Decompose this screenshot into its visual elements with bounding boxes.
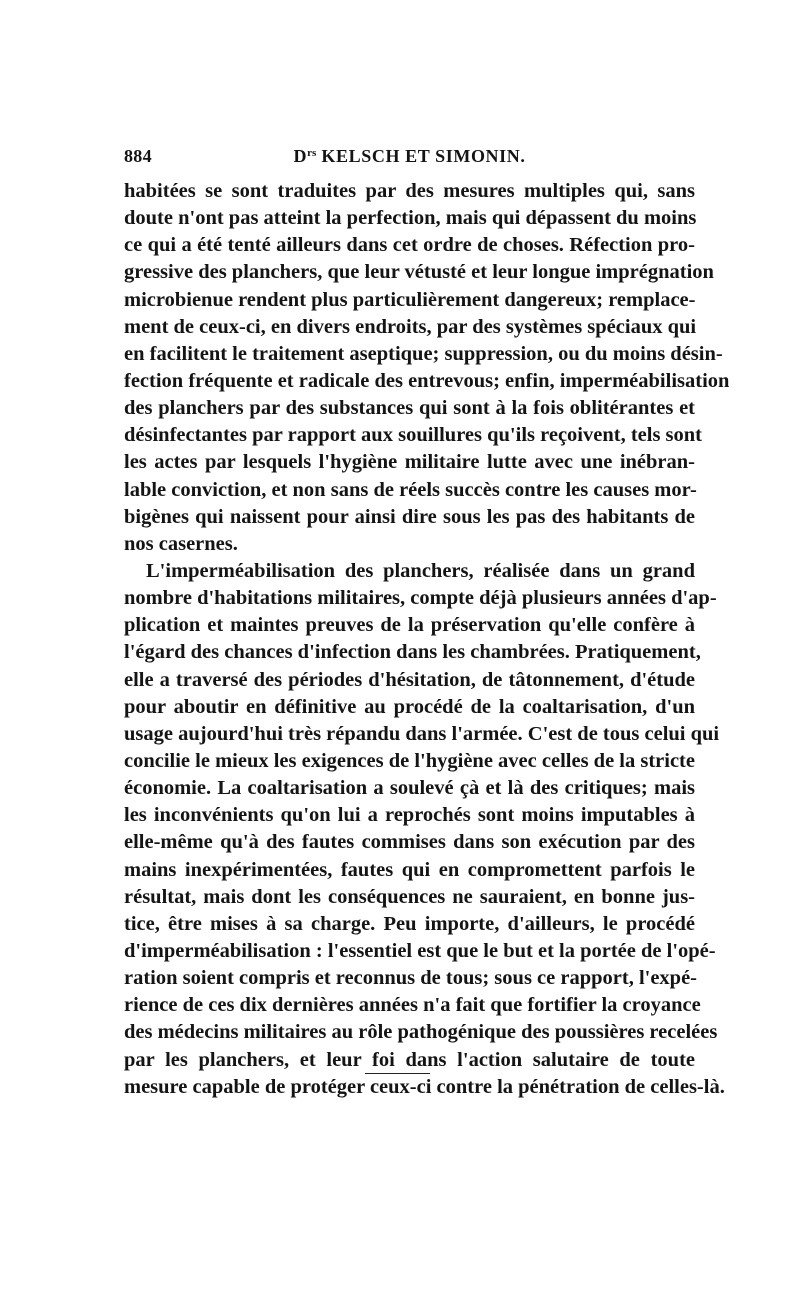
text-line: les inconvénients qu'on lui a reprochés sont moins imputables à: [124, 804, 695, 827]
text-line: l'égard des chances d'infection dans les chambrées. Pratiquement,: [124, 641, 701, 664]
text-line: nombre d'habitations militaires, compte déjà plusieurs années d'ap-: [124, 587, 717, 610]
running-head-prefix: D: [293, 146, 308, 166]
page-number: 884: [124, 146, 152, 166]
text-line: résultat, mais dont les conséquences ne sauraient, en bonne jus-: [124, 885, 695, 908]
text-line: des médecins militaires au rôle pathogénique des poussières recelées: [124, 1021, 718, 1044]
paragraph: [124, 178, 730, 558]
text-line: d'imperméabilisation : l'essentiel est que le but et la portée de l'opé-: [124, 939, 716, 962]
text-line: mesure capable de protéger ceux-ci contre la pénétration de celles-là.: [124, 1075, 725, 1098]
text-line: microbienue rendent plus particulièrement dangereux; remplace-: [124, 288, 696, 311]
text-line: usage aujourd'hui très répandu dans l'armée. C'est de tous celui qui: [124, 722, 720, 745]
text-line: désinfectantes par rapport aux souillures qu'ils reçoivent, tels sont: [124, 424, 703, 447]
text-line: rience de ces dix dernières années n'a fait que fortifier la croyance: [124, 994, 701, 1017]
text-line: lable conviction, et non sans de réels succès contre les causes mor-: [124, 478, 697, 501]
text-line: bigènes qui naissent pour ainsi dire sous les pas des habitants de: [124, 505, 695, 528]
text-line: fection fréquente et radicale des entrevous; enfin, imperméabilisation: [124, 369, 730, 392]
text-line: pour aboutir en définitive au procédé de la coaltarisation, d'un: [124, 695, 695, 718]
text-line: tice, être mises à sa charge. Peu importe, d'ailleurs, le procédé: [124, 912, 695, 935]
running-head-authors: KELSCH ET SIMONIN.: [316, 146, 526, 166]
text-line: en facilitent le traitement aseptique; suppression, ou du moins désin-: [124, 342, 723, 365]
text-line: économie. La coaltarisation a soulevé çà et là des critiques; mais: [124, 777, 695, 800]
text-line: gressive des planchers, que leur vétusté et leur longue imprégnation: [124, 261, 714, 284]
text-line: habitées se sont traduites par des mesures multiples qui, sans: [124, 180, 695, 202]
paragraph: [124, 558, 725, 1101]
text-line: concilie le mieux les exigences de l'hygiène avec celles de la stricte: [124, 749, 695, 772]
text-line: mains inexpérimentées, fautes qui en compromettent parfois le: [124, 858, 695, 881]
text-line: doute n'ont pas atteint la perfection, mais qui dépassent du moins: [124, 207, 697, 230]
page-header: [124, 146, 695, 172]
text-line: ce qui a été tenté ailleurs dans cet ordre de choses. Réfection pro-: [124, 234, 695, 257]
text-line: nos casernes.: [124, 532, 238, 555]
body-text: [124, 178, 730, 1101]
text-line: ration soient compris et reconnus de tous; sous ce rapport, l'expé-: [124, 967, 698, 990]
text-line: par les planchers, et leur foi dans l'action salutaire de toute: [124, 1048, 695, 1071]
text-line: elle-même qu'à des fautes commises dans son exécution par des: [124, 831, 695, 854]
section-end-rule: [365, 1073, 430, 1074]
text-line: L'imperméabilisation des planchers, réalisée dans un grand: [146, 559, 695, 582]
running-head: [124, 146, 695, 167]
text-line: elle a traversé des périodes d'hésitation, de tâtonnement, d'étude: [124, 668, 695, 691]
text-line: ment de ceux-ci, en divers endroits, par des systèmes spéciaux qui: [124, 315, 697, 338]
text-line: des planchers par des substances qui sont à la fois oblitérantes et: [124, 397, 695, 420]
text-line: plication et maintes preuves de la préservation qu'elle confère à: [124, 614, 695, 637]
text-line: les actes par lesquels l'hygiène militaire lutte avec une inébran-: [124, 451, 695, 474]
running-head-superscript: rs: [307, 147, 317, 159]
